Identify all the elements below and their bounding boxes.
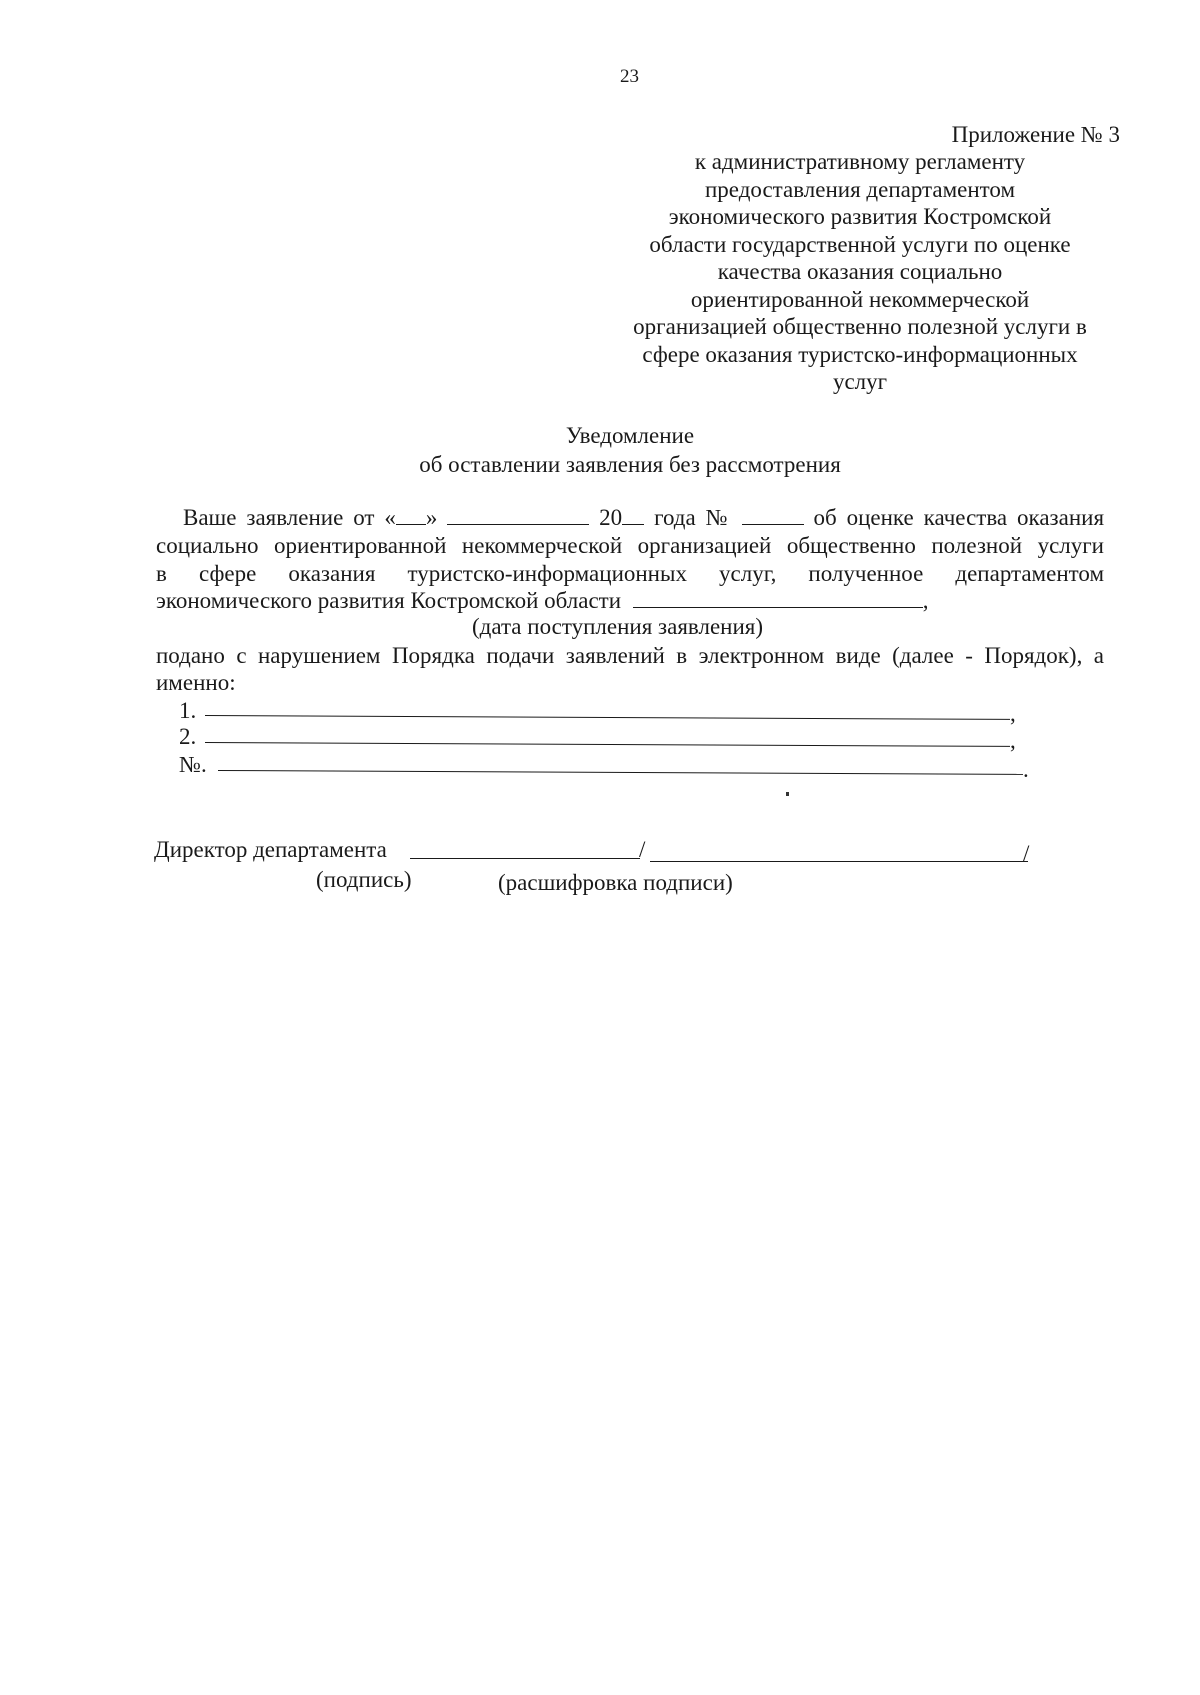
body-text: 20	[599, 505, 623, 530]
body-line-4	[156, 587, 929, 614]
decoding-caption: (расшифровка подписи)	[498, 870, 733, 895]
annex-line: предоставления департаментом	[704, 176, 1016, 202]
signature-closing: /	[1023, 841, 1030, 866]
violation-line-2	[205, 742, 1010, 747]
page-number: 23	[620, 66, 639, 87]
list-end: .	[1023, 757, 1029, 782]
list-end: ,	[1010, 701, 1016, 726]
body-line-2	[156, 532, 1104, 559]
signature-caption: (подпись)	[316, 867, 412, 892]
annex-line: качества оказания социально	[717, 259, 1003, 284]
receipt-date-blank	[633, 589, 923, 608]
annex-line: организацией общественно полезной услуги в	[633, 314, 1087, 339]
signature-label: Директор департамента	[154, 837, 387, 862]
body-text: в сфере оказания туристско-информационных услуг, полученное департаментом	[156, 561, 1104, 586]
annex-line: ориентированной некоммерческой	[690, 286, 1030, 312]
number-blank	[742, 506, 804, 525]
body-text: года №	[654, 505, 732, 530]
annex-line: сфере оказания туристско-информационных	[642, 341, 1078, 367]
signature-line	[410, 858, 640, 859]
violation-line-1	[205, 715, 1010, 720]
body-text: »	[425, 505, 438, 530]
date-caption: (дата поступления заявления)	[472, 614, 764, 639]
body-text: Ваше заявление от «	[183, 505, 396, 530]
list-marker: №.	[179, 752, 207, 777]
year-blank	[622, 506, 644, 525]
body-text: ,	[922, 588, 929, 613]
signature-separator: /	[639, 837, 646, 862]
body-text: экономического развития Костромской области	[156, 588, 622, 613]
scan-speck	[786, 792, 789, 796]
violation-line-3	[218, 770, 1023, 775]
annex-title: Приложение № 3	[951, 122, 1120, 147]
list-marker: 1.	[179, 698, 197, 723]
body-line-6: именно:	[156, 670, 236, 695]
annex-line: к административному регламенту	[694, 149, 1026, 174]
annex-line: области государственной услуги по оценке	[649, 231, 1071, 257]
annex-header	[600, 121, 1120, 396]
list-marker: 2.	[179, 724, 197, 749]
day-blank	[396, 506, 426, 525]
body-line-5	[156, 642, 1104, 669]
notice-title: Уведомление	[565, 423, 695, 448]
annex-line: экономического развития Костромской	[668, 204, 1052, 229]
notice-subtitle: об оставлении заявления без рассмотрения	[419, 452, 841, 477]
body-text: социально ориентированной некоммерческой организацией общественно полезной услуги	[156, 533, 1104, 558]
annex-line: услуг	[832, 369, 888, 394]
name-decoding-line	[650, 861, 1028, 862]
body-line-1	[183, 504, 1104, 531]
body-text: об оценке качества оказания	[813, 505, 1105, 530]
body-line-3	[156, 560, 1104, 587]
body-text: подано с нарушением Порядка подачи заявлений в электронном виде (далее - Порядок), а	[156, 643, 1104, 668]
month-blank	[447, 506, 589, 525]
list-end: ,	[1010, 728, 1016, 753]
